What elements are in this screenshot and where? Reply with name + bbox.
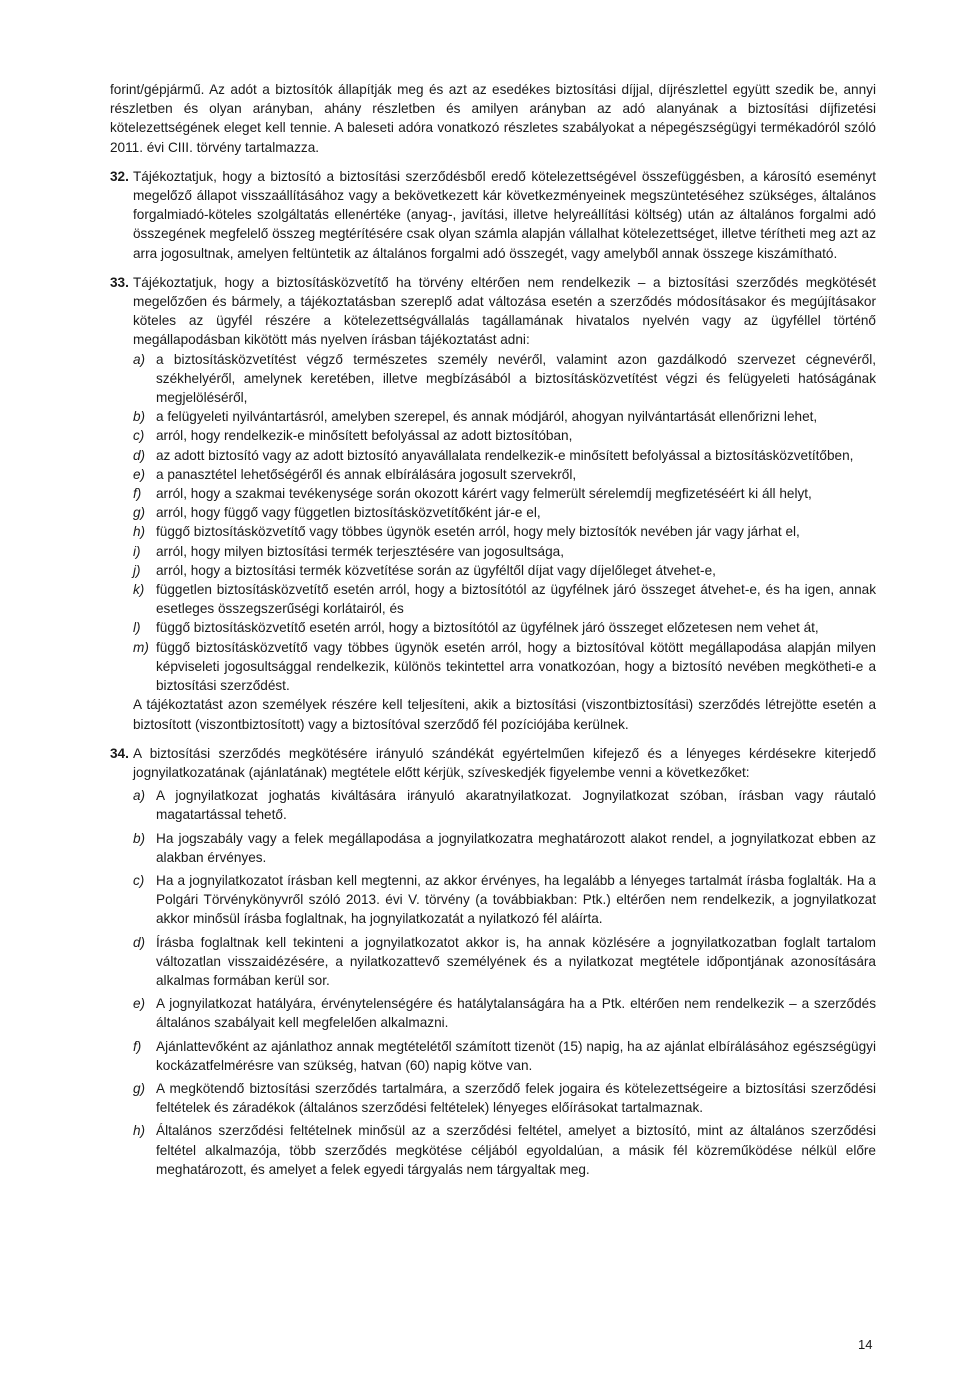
list-item xyxy=(133,638,876,696)
list-label: h) xyxy=(133,1123,146,1139)
list-item xyxy=(133,446,876,465)
list-item xyxy=(133,580,876,618)
list-label: f) xyxy=(133,486,142,502)
list-item xyxy=(133,503,876,522)
list-item xyxy=(133,994,876,1032)
list-text: az adott biztosító vagy az adott biztosító anyavállalata rendelkezik-e minősített befolyással a biztosításközvetítőben, xyxy=(156,447,854,463)
list-text: függő biztosításközvetítő vagy többes ügynök esetén arról, hogy mely biztosítók nevében jár vagy járhat el, xyxy=(156,524,800,540)
list-item xyxy=(133,829,876,867)
page-number: 14 xyxy=(858,1337,873,1352)
section-text: A biztosítási szerződés megkötésére irányuló szándékát egyértelműen kifejező és a lényeges kérdésekre kiterjedő jognyilatkozatának (ajánlatának) megtétele előtt kérjük, szíveskedjék figyelembe venni a következőket: xyxy=(133,745,876,780)
document-body xyxy=(110,80,876,1183)
list-text: Ajánlattevőként az ajánlathoz annak megtételétől számított tizenöt (15) napig, ha az ajánlat elbírálásához egészségügyi kockázatfelmérésre van szükség, hatvan (60) napig kötve van. xyxy=(156,1038,876,1073)
section-34-list xyxy=(110,786,876,1179)
intro-paragraph: forint/gépjármű. Az adót a biztosítók állapítják meg és azt az esedékes biztosítási díjjal, díjrészlettel együtt szedik be, annyi részletben és olyan arányban, ahány részletben és amilyen arányban az adó alanyának a biztosítási díjfizetési kötelezettségének eleget kell tennie. A baleseti adóra vonatkozó részletes szabályokat a népegészségügyi termékadóról szóló 2011. évi CIII. törvény tartalmazza. xyxy=(110,82,876,155)
list-text: Ha a jognyilatkozatot írásban kell megtenni, az akkor érvényes, ha legalább a lényeges tartalmát írásba foglalták. Ha a Polgári Törvénykönyvről szóló 2013. évi V. törvény (a továbbiakban: Ptk.) eltérően nem rendelkezik, a jognyilatkozat akkor minősül írásba foglaltnak, ha jognyilatkozatát a nyilatkozó fél aláírta. xyxy=(156,872,876,927)
list-item xyxy=(133,484,876,503)
list-label: e) xyxy=(133,996,146,1012)
list-label: a) xyxy=(133,788,146,804)
list-item xyxy=(133,786,876,824)
list-label: f) xyxy=(133,1038,142,1054)
section-33 xyxy=(110,273,876,350)
section-34 xyxy=(110,744,876,782)
list-text: Írásba foglaltnak kell tekinteni a jognyilatkozatot akkor is, ha annak közlésére a jognyilatkozatban foglalt tartalom változatlan visszaidézésére, a nyilatkozattevő személyének és a nyilatkozat megtétele időpontjának azonosítására alkalmas formában kerül sor. xyxy=(156,934,876,988)
list-text: A jognyilatkozat joghatás kiváltására irányuló akaratnyilatkozat. Jognyilatkozat szóban, írásban vagy ráutaló magatartással tehető. xyxy=(156,788,876,823)
section-33-closing: A tájékoztatást azon személyek részére kell teljesíteni, akik a biztosítási (viszontbiztosítási) szerződés létrejötte esetén a biztosított (viszontbiztosított) vagy a biztosítóval szerződő fél pozíciójába kerülnek. xyxy=(133,697,876,732)
list-label: c) xyxy=(133,428,145,444)
list-text: arról, hogy milyen biztosítási termék terjesztésére van jogosultsága, xyxy=(156,543,564,559)
section-number: 34. xyxy=(110,745,129,761)
list-label: a) xyxy=(133,351,146,367)
list-text: arról, hogy rendelkezik-e minősített befolyással az adott biztosítóban, xyxy=(156,428,573,444)
section-number: 33. xyxy=(110,274,129,290)
list-item xyxy=(133,522,876,541)
list-label: l) xyxy=(133,620,141,636)
list-item xyxy=(133,871,876,929)
list-item xyxy=(133,542,876,561)
section-text: Tájékoztatjuk, hogy a biztosításközvetítő ha törvény eltérően nem rendelkezik – a biztosítási szerződés megkötését megelőzően és bármely, a tájékoztatásban szereplő adat változása esetén a szerződés módosításakor és megújításakor köteles az ügyfél részére a kötelezettségvállalás tagállamának hivatalos nyelvén vagy az ügyféllel történő megállapodásban kikötött más nyelven írásban tájékoztatást adni: xyxy=(133,274,876,348)
list-item xyxy=(133,465,876,484)
list-text: arról, hogy a biztosítási termék közvetítése során az ügyféltől díjat vagy díjelőleget átvehet-e, xyxy=(156,562,716,578)
list-label: b) xyxy=(133,409,146,425)
section-number: 32. xyxy=(110,168,129,184)
list-label: d) xyxy=(133,934,146,950)
section-text: Tájékoztatjuk, hogy a biztosító a biztosítási szerződésből eredő kötelezettségével összefüggésben, a károsító eseményt megelőző állapot visszaállításához vagy a bekövetkezett kár következményeinek megszüntetéséhez szükséges, általános forgalmiadó-köteles szolgáltatás ellenértéke (anyag-, javítási, illetve helyreállítási költség) után az általános forgalmi adó összegének megfelelő összeg megtérítésére csak olyan számla alapján vállalhat kötelezettséget, illetve térítheti meg azt az arra jogosultnak, amelyen feltüntetik az általános forgalmi adó összegét, vagy amelyből annak összege kiszámítható. xyxy=(133,168,876,261)
list-label: e) xyxy=(133,466,146,482)
list-item xyxy=(133,1121,876,1179)
list-label: c) xyxy=(133,872,145,888)
list-item xyxy=(133,561,876,580)
list-text: a biztosításközvetítést végző természetes személy nevéről, valamint azon gazdálkodó szervezet cégnevéről, székhelyéről, amelynek keretében, illetve megbízásából a biztosításközvetítést végzi és felügyeleti hatóságának megjelöléséről, xyxy=(156,351,876,406)
list-item xyxy=(133,350,876,408)
list-text: Ha jogszabály vagy a felek megállapodása a jognyilatkozatra meghatározott alakot rendel, a jognyilatkozat ebben az alakban érvényes. xyxy=(156,830,876,865)
list-text: a panasztétel lehetőségéről és annak elbírálására jogosult szervekről, xyxy=(156,466,577,482)
list-text: Általános szerződési feltételnek minősül az a szerződési feltétel, amelyet a biztosító, mint az általános szerződési feltétel alkalmazója, több szerződés megkötése céljából egyoldalúan, a másik fél közreműködése nélkül előre meghatározott, és amelyet a felek egyedi tárgyalás nem tárgyaltak meg. xyxy=(156,1123,876,1177)
list-text: A megkötendő biztosítási szerződés tartalmára, a szerződő felek jogaira és kötelezettségeire a biztosítási szerződési feltételek és záradékok (általános szerződési feltételek) lényeges előírásokat tartalmaznak. xyxy=(156,1080,876,1116)
list-label: j) xyxy=(133,562,141,578)
list-item xyxy=(133,1079,876,1117)
list-text: a felügyeleti nyilvántartásról, amelyben szerepel, és annak módjáról, ahogyan nyilvántartását ellenőrizni lehet, xyxy=(156,409,818,425)
list-label: m) xyxy=(133,639,149,655)
list-item xyxy=(133,407,876,426)
section-32 xyxy=(110,167,876,263)
section-33-list xyxy=(110,350,876,734)
list-text: függő biztosításközvetítő vagy többes ügynök esetén arról, hogy a biztosítóval kötött megállapodása alapján milyen képviseleti jogosultsággal rendelkezik, különös tekintettel arra vonatkozóan, hogy a biztosító nevében megkötheti-e a biztosítási szerződést. xyxy=(156,639,876,694)
list-text: arról, hogy függő vagy független biztosításközvetítőként jár-e el, xyxy=(156,505,541,521)
list-label: i) xyxy=(133,543,141,559)
list-text: függő biztosításközvetítő esetén arról, hogy a biztosítótól az ügyfélnek járó összeget előzetesen nem vehet át, xyxy=(156,620,819,636)
list-text: arról, hogy a szakmai tevékenysége során okozott kárért vagy felmerült sérelemdíj megfizetéséért ki áll helyt, xyxy=(156,486,812,502)
list-text: A jognyilatkozat hatályára, érvénytelenségére és hatálytalanságára ha a Ptk. eltérően nem rendelkezik – a szerződés általános szabályait kell megfelelően alkalmazni. xyxy=(156,996,876,1031)
list-label: g) xyxy=(133,1080,146,1096)
list-label: g) xyxy=(133,505,146,521)
list-item xyxy=(133,1037,876,1075)
list-label: d) xyxy=(133,447,146,463)
list-item xyxy=(133,933,876,991)
list-label: k) xyxy=(133,582,145,598)
list-text: független biztosításközvetítő esetén arról, hogy a biztosítótól az ügyfélnek járó összeget átvehet-e, és ha igen, annak esetleges összegszerűségi korlátairól, és xyxy=(156,582,876,617)
list-item xyxy=(133,618,876,637)
list-label: b) xyxy=(133,830,146,846)
list-item xyxy=(133,426,876,445)
list-label: h) xyxy=(133,524,146,540)
